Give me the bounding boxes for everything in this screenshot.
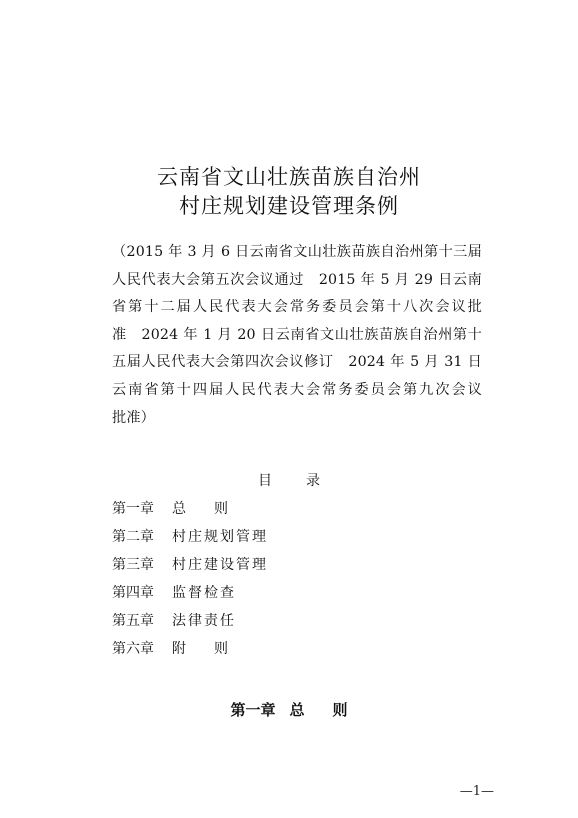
page-number: —1— [459,784,494,799]
preamble-line: 云南省第十四届人民代表大会常务委员会第九次会议 [112,381,482,398]
toc-item[interactable] [112,528,268,556]
toc-item[interactable] [112,612,268,640]
toc-chapter-name: 法律责任 [172,613,236,629]
chapter-heading-number: 第一章 [230,701,276,719]
preamble-line: 省第十二届人民代表大会常务委员会第十八次会议批 [112,299,482,316]
chapter-heading-name-part: 则 [332,701,348,719]
toc-chapter-number: 第二章 [112,529,154,545]
toc-chapter-number: 第六章 [112,641,154,657]
preamble-line: 人民代表大会第五次会议通过 2015 年 5 月 29 日云南 [112,271,482,288]
toc-chapter-number: 第五章 [112,613,154,629]
document-title-line-2: 村庄规划建设管理条例 [179,194,399,218]
toc-chapter-name: 村庄建设管理 [172,557,268,573]
preamble-line: 五届人民代表大会第四次会议修订 2024 年 5 月 31 日 [112,354,482,371]
toc-chapter-name: 村庄规划管理 [172,529,268,545]
toc-item[interactable] [112,584,268,612]
toc-item[interactable] [112,500,268,528]
preamble-line: 批准） [112,409,156,426]
chapter-heading-name-part: 总 [289,701,305,719]
preamble-line: （2015 年 3 月 6 日云南省文山壮族苗族自治州第十三届 [112,244,482,260]
table-of-contents [112,500,268,668]
toc-chapter-name: 监督检查 [172,585,236,601]
toc-item[interactable] [112,640,268,668]
toc-heading-char: 录 [306,473,320,489]
toc-heading-char: 目 [258,473,272,489]
toc-chapter-number: 第一章 [112,501,154,517]
table-of-contents-heading [0,470,578,490]
toc-item[interactable] [112,556,268,584]
toc-chapter-name: 总 则 [172,501,228,517]
preamble-line: 准 2024 年 1 月 20 日云南省文山壮族苗族自治州第十 [112,326,482,343]
adoption-history-note [112,239,482,432]
document-title-line-1: 云南省文山壮族苗族自治州 [157,165,421,189]
toc-chapter-number: 第三章 [112,557,154,573]
toc-chapter-number: 第四章 [112,585,154,601]
chapter-heading [0,699,578,720]
toc-chapter-name: 附 则 [172,641,228,657]
